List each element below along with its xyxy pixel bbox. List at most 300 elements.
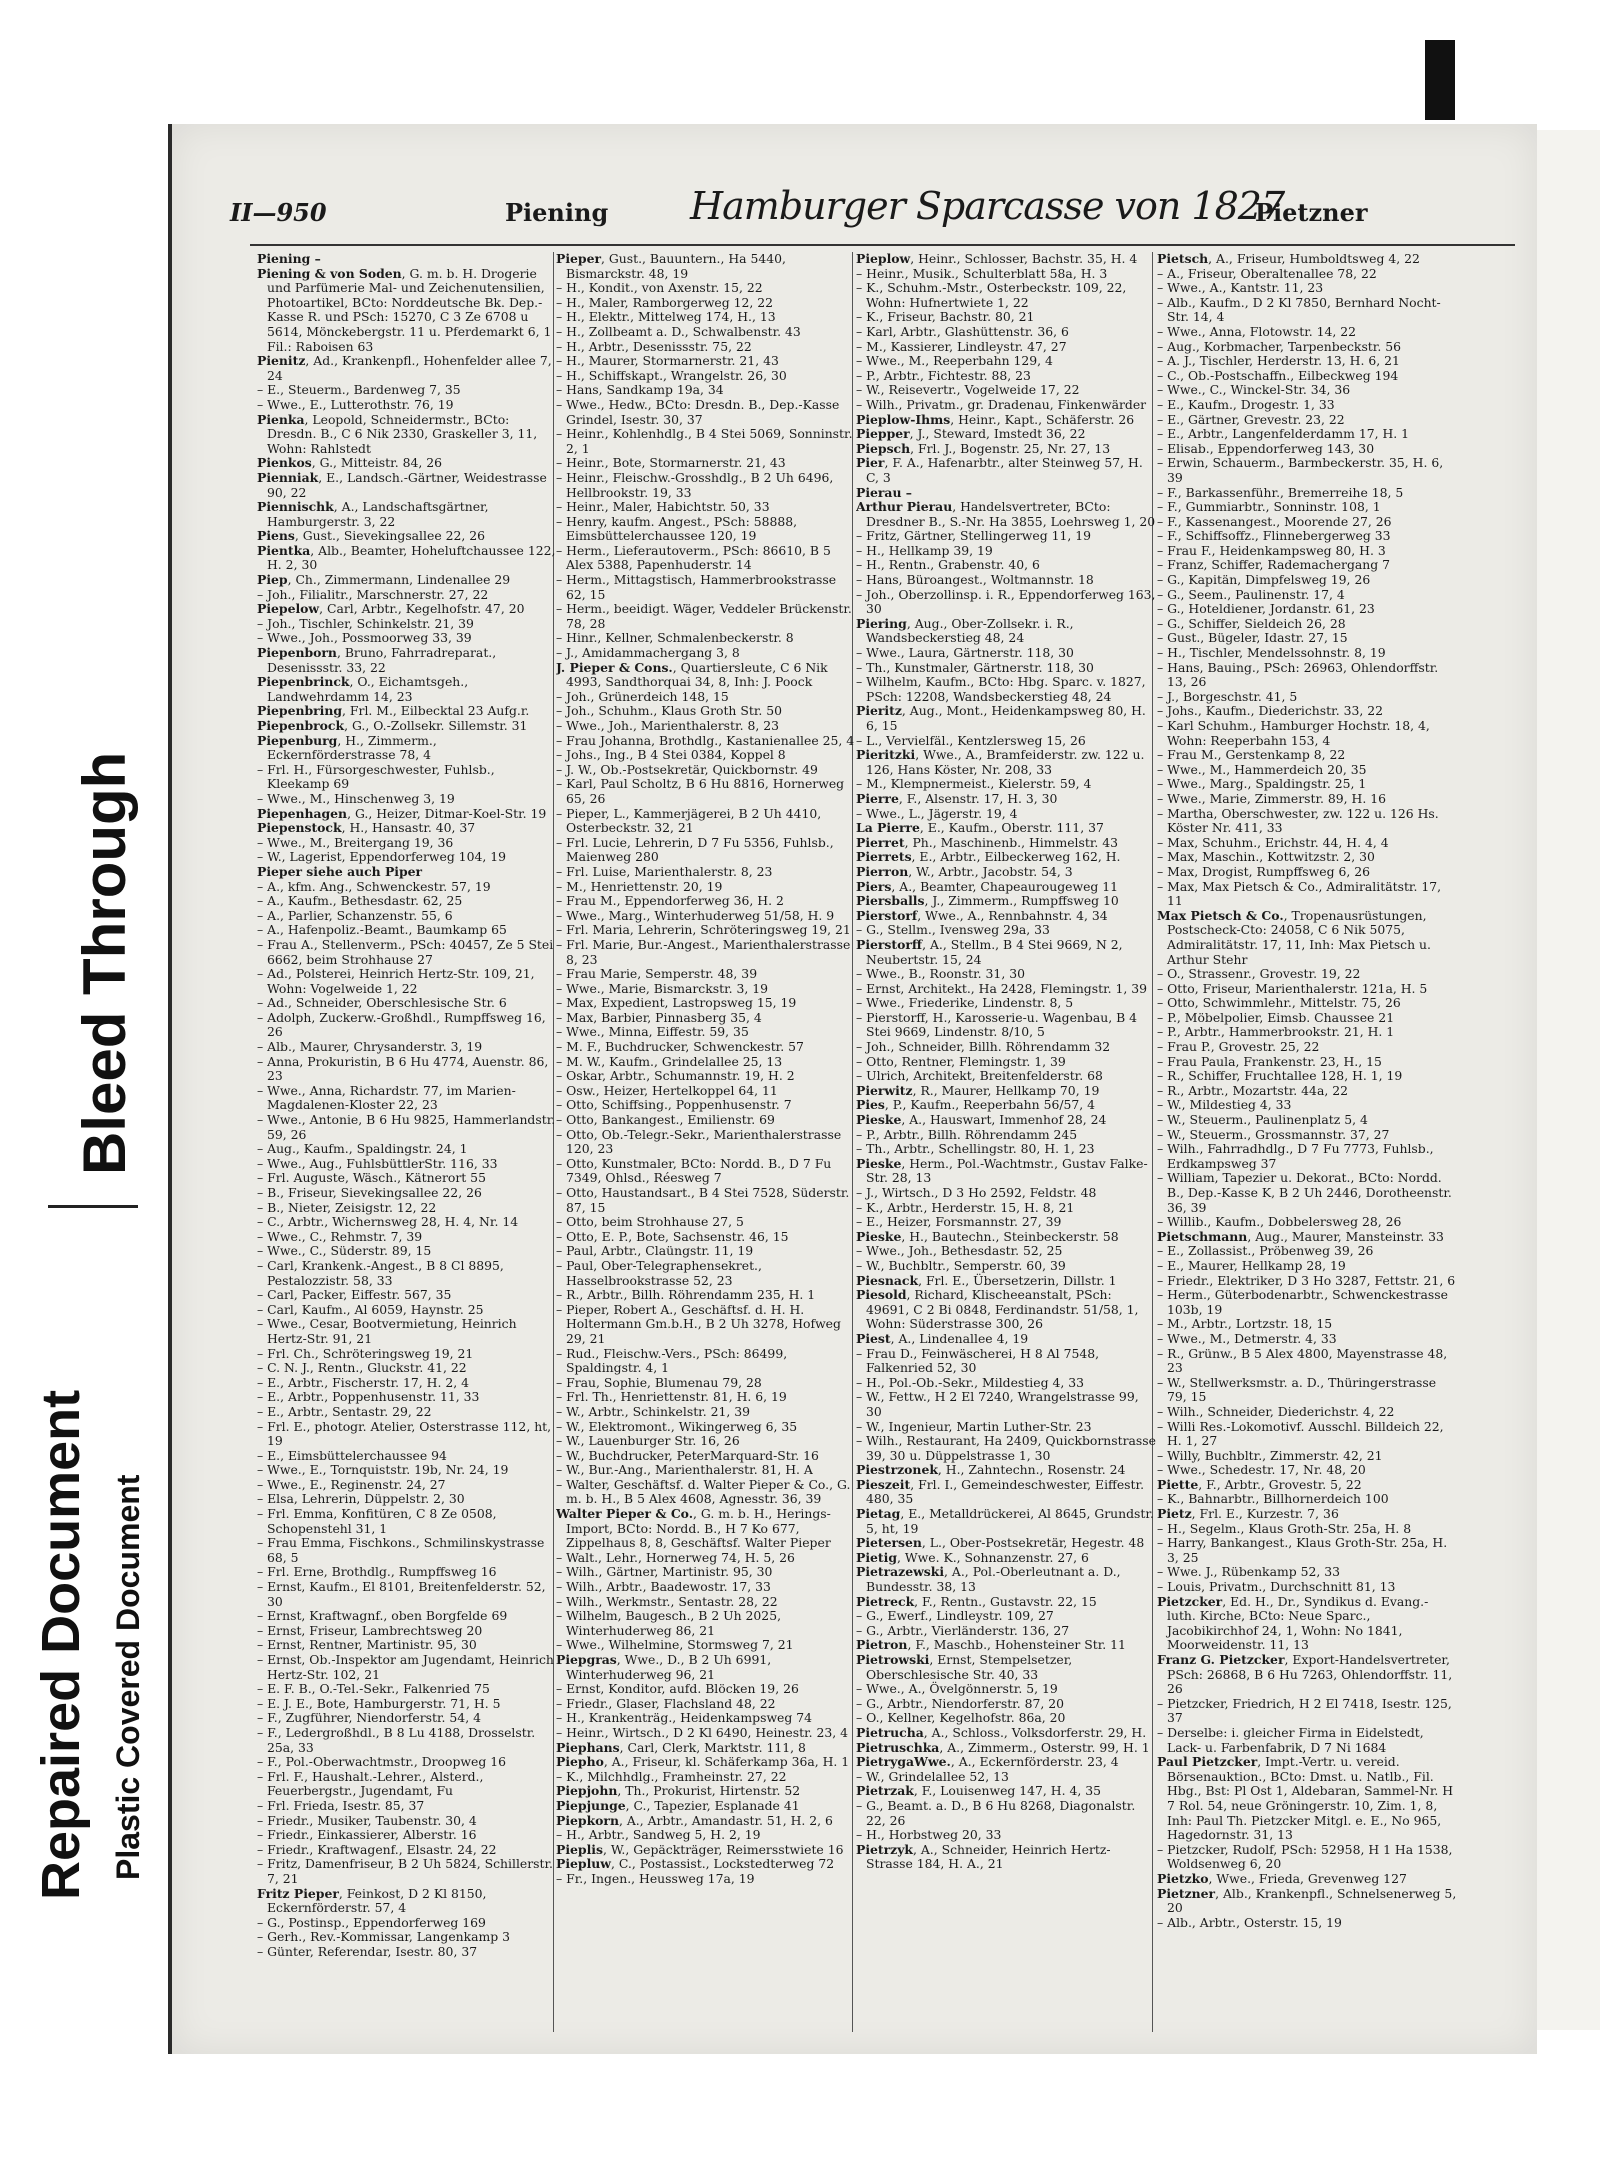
directory-entry: Pieske, A., Hauswart, Immenhof 28, 24 — [856, 1112, 1107, 1128]
directory-entry: – O., Kellner, Kegelhofstr. 86a, 20 — [856, 1710, 1066, 1726]
directory-entry: – Frl. F., Haushalt.-Lehrer., Alsterd., Feuerbergstr., Jugendamt, Fu — [257, 1768, 484, 1799]
directory-entry: – Wwe., C., Winckel-Str. 34, 36 — [1157, 382, 1351, 398]
directory-entry: – Wwe., Joh., Possmoorweg 33, 39 — [257, 630, 472, 646]
directory-entry: – Ernst, Architekt., Ha 2428, Flemingstr. 1, 39 — [856, 980, 1148, 996]
directory-entry: – H., Tischler, Mendelssohnstr. 8, 19 — [1157, 645, 1386, 661]
directory-entry: – L., Vervielfäl., Kentzlersweg 15, 26 — [856, 732, 1086, 748]
directory-entry: – Frl. Erne, Brothdlg., Rumpffsweg 16 — [257, 1564, 497, 1580]
directory-entry: – Frl. Ch., Schröteringsweg 19, 21 — [257, 1345, 474, 1361]
directory-entry: – O., Strassenr., Grovestr. 19, 22 — [1157, 966, 1361, 982]
directory-entry: Piepjunge, C., Tapezier, Esplanade 41 — [556, 1797, 800, 1813]
page-number: II—950 — [230, 198, 327, 227]
directory-entry: Franz G. Pietzcker, Export-Handelsvertreter, PSch: 26868, B 6 Hu 7263, Ohlendorffstr. 11, 26 — [1157, 1652, 1453, 1697]
directory-entry: – Wwe., Marg., Spaldingstr. 25, 1 — [1157, 776, 1367, 792]
directory-entry: – Heinr., Wirtsch., D 2 Kl 6490, Heinestr. 23, 4 — [556, 1724, 849, 1740]
directory-entry: – Johs., Kaufm., Diederichstr. 33, 22 — [1157, 703, 1383, 719]
directory-entry: – Wilh., Schneider, Diederichstr. 4, 22 — [1157, 1403, 1395, 1419]
directory-entry: – Frl. Maria, Lehrerin, Schröteringsweg 19, 21 — [556, 922, 851, 938]
directory-entry: – Wwe., M., Reeperbahn 129, 4 — [856, 353, 1053, 369]
directory-entry: – Paul, Arbtr., Claüngstr. 11, 19 — [556, 1243, 754, 1259]
directory-entry: – Otto, Schwimmlehr., Mittelstr. 75, 26 — [1157, 995, 1401, 1011]
directory-entry: – W., Buchbltr., Semperstr. 60, 39 — [856, 1257, 1066, 1273]
directory-entry: Pieritzki, Wwe., A., Bramfeiderstr. zw. 122 u. 126, Hans Köster, Nr. 208, 33 — [856, 747, 1145, 777]
directory-entry: – F., Ledergroßhdl., B 8 Lu 4188, Drosselstr. 25a, 33 — [257, 1724, 536, 1755]
directory-entry: – K., Bahnarbtr., Billhornerdeich 100 — [1157, 1491, 1389, 1507]
directory-entry: – Pieper, Robert A., Geschäftsf. d. H. H. Holtermann Gm.b.H., B 2 Uh 3278, Hofweg 29, 21 — [556, 1301, 841, 1346]
directory-entry: – Derselbe: i. gleicher Firma in Eidelstedt, Lack- u. Farbenfabrik, D 7 Ni 1684 — [1157, 1724, 1424, 1755]
directory-entry: – W., Ingenieur, Martin Luther-Str. 23 — [856, 1418, 1092, 1434]
directory-entry: – Henry, kaufm. Angest., PSch: 58888, Eimsbüttelerchaussee 120, 19 — [556, 513, 798, 544]
directory-entry: – E., Arbtr., Fischerstr. 17, H. 2, 4 — [257, 1374, 469, 1390]
directory-entry: – Wwe., Hedw., BCto: Dresdn. B., Dep.-Kasse Grindel, Isestr. 30, 37 — [556, 396, 840, 427]
directory-entry: – Frau Johanna, Brothdlg., Kastanienallee 25, 4 — [556, 732, 855, 748]
directory-entry: – Friedr., Elektriker, D 3 Ho 3287, Fettstr. 21, 6 — [1157, 1272, 1456, 1288]
directory-entry: Pieszeit, Frl. I., Gemeindeschwester, Eiffestr. 480, 35 — [856, 1476, 1145, 1507]
header-rule — [250, 244, 1515, 246]
directory-entry: Piette, F., Arbtr., Grovestr. 5, 22 — [1157, 1476, 1362, 1492]
directory-entry: – K., Friseur, Bachstr. 80, 21 — [856, 309, 1035, 325]
directory-entry: – Herm., Güterbodenarbtr., Schwenckestrasse 103b, 19 — [1157, 1287, 1448, 1317]
directory-entry: – Fr., Ingen., Heussweg 17a, 19 — [556, 1870, 755, 1886]
directory-entry: – Gust., Bügeler, Idastr. 27, 15 — [1157, 630, 1348, 646]
directory-entry: – H., Elektr., Mittelweg 174, H., 13 — [556, 309, 776, 325]
directory-entry: Pierstorf, Wwe., A., Rennbahnstr. 4, 34 — [856, 907, 1108, 923]
directory-entry: – E., Arbtr., Sentastr. 29, 22 — [257, 1403, 432, 1419]
directory-entry: – Louis, Privatm., Durchschnitt 81, 13 — [1157, 1579, 1396, 1595]
directory-entry: – Elsa, Lehrerin, Düppelstr. 2, 30 — [257, 1491, 465, 1507]
directory-entry: Piepenborn, Bruno, Fahrradreparat., Desenissstr. 33, 22 — [257, 645, 497, 675]
directory-entry: – F., Zugführer, Niendorferstr. 54, 4 — [257, 1710, 481, 1726]
directory-entry: – E., Kaufm., Drogestr. 1, 33 — [1157, 396, 1335, 412]
directory-entry: – Max, Barbier, Pinnasberg 35, 4 — [556, 1009, 762, 1025]
directory-entry: – Wwe., Laura, Gärtnerstr. 118, 30 — [856, 645, 1074, 661]
directory-entry: – Willy, Buchbltr., Zimmerstr. 42, 21 — [1157, 1447, 1383, 1463]
directory-entry: – H., Arbtr., Desenissstr. 75, 22 — [556, 338, 752, 354]
directory-entry: – R., Arbtr., Mozartstr. 44a, 22 — [1157, 1082, 1348, 1098]
directory-entry: Pietzcker, Ed. H., Dr., Syndikus d. Evang.-luth. Kirche, BCto: Neue Sparc., Jacobikirchhof 24, 1, Wohn: No 1841, Moorweidenstr. 11, 13 — [1157, 1593, 1429, 1653]
directory-entry: – Wilh., Arbtr., Baadewostr. 17, 33 — [556, 1579, 771, 1595]
directory-entry: Pieper siehe auch Piper — [257, 863, 423, 879]
directory-entry: – Ernst, Kraftwagnf., oben Borgfelde 69 — [257, 1608, 508, 1624]
directory-entry: J. Pieper & Cons., Quartiersleute, C 6 Nik 4993, Sandthorquai 34, 8, Inh: J. Poock — [556, 659, 828, 690]
directory-entry: – Otto, Kunstmaler, BCto: Nordd. B., D 7 Fu 7349, Ohlsd., Réesweg 7 — [556, 1155, 832, 1186]
directory-entry: Pietschmann, Aug., Maurer, Mansteinstr. 33 — [1157, 1228, 1444, 1244]
directory-entry: Piering, Aug., Ober-Zollsekr. i. R., Wandsbeckerstieg 48, 24 — [856, 615, 1074, 646]
directory-entry: – H., Arbtr., Sandweg 5, H. 2, 19 — [556, 1827, 761, 1843]
directory-entry: – Otto, Haustandsart., B 4 Stei 7528, Süderstr. 87, 15 — [556, 1185, 850, 1215]
directory-entry: Pieplis, W., Gepäckträger, Reimersstwiete 16 — [556, 1841, 844, 1857]
directory-entry: – Carl, Krankenk.-Angest., B 8 Cl 8895, Pestalozzistr. 58, 33 — [257, 1257, 504, 1288]
directory-entry: – Walt., Lehr., Hornerweg 74, H. 5, 26 — [556, 1549, 795, 1565]
directory-entry: – Ulrich, Architekt, Breitenfelderstr. 68 — [856, 1068, 1103, 1084]
directory-entry: Pierron, W., Arbtr., Jacobstr. 54, 3 — [856, 863, 1073, 879]
directory-entry: – Hans, Sandkamp 19a, 34 — [556, 382, 724, 398]
directory-entry: – G., Schiffer, Sieldeich 26, 28 — [1157, 615, 1346, 631]
directory-entry: – Herm., Lieferautoverm., PSch: 86610, B 5 Alex 5388, Papenhuderstr. 14 — [556, 542, 831, 573]
directory-entry: – Wwe., Schedestr. 17, Nr. 48, 20 — [1157, 1462, 1366, 1478]
directory-entry: – J., Borgeschstr. 41, 5 — [1157, 688, 1298, 704]
directory-entry: – G., Kapitän, Dimpfelsweg 19, 26 — [1157, 572, 1371, 588]
directory-entry: Pieske, H., Bautechn., Steinbeckerstr. 58 — [856, 1228, 1119, 1244]
directory-entry: – K., Arbtr., Herderstr. 15, H. 8, 21 — [856, 1199, 1075, 1215]
directory-entry: – Friedr., Musiker, Taubenstr. 30, 4 — [257, 1812, 477, 1828]
directory-entry: Piepkorn, A., Arbtr., Amandastr. 51, H. 2, 6 — [556, 1812, 833, 1828]
directory-entry: Pietag, E., Metalldrückerei, Al 8645, Grundstr. 5, ht, 19 — [856, 1506, 1154, 1536]
directory-entry: – K., Schuhm.-Mstr., Osterbeckstr. 109, 22, Wohn: Hufnertwiete 1, 22 — [856, 280, 1127, 310]
directory-entry: – P., Arbtr., Fichtestr. 88, 23 — [856, 367, 1031, 383]
directory-entry: – Max, Max Pietsch & Co., Admiralitätstr. 17, 11 — [1157, 878, 1442, 909]
directory-entry: – J., Wirtsch., D 3 Ho 2592, Feldstr. 48 — [856, 1185, 1097, 1200]
directory-entry: – Wwe., Joh., Bethesdastr. 52, 25 — [856, 1243, 1063, 1259]
directory-entry: – Ernst, Kaufm., El 8101, Breitenfelderstr. 52, 30 — [257, 1579, 546, 1609]
directory-entry: – Joh., Filialitr., Marschnerstr. 27, 22 — [257, 586, 489, 602]
directory-entry: – Wwe., E., Reginenstr. 24, 27 — [257, 1476, 446, 1492]
directory-entry: Pietz, Frl. E., Kurzestr. 7, 36 — [1157, 1506, 1339, 1522]
directory-entry: – Karl, Arbtr., Glashüttenstr. 36, 6 — [856, 323, 1069, 339]
directory-entry: – Aug., Kaufm., Spaldingstr. 24, 1 — [257, 1141, 468, 1157]
directory-entry: – Max, Expedient, Lastropsweg 15, 19 — [556, 995, 797, 1011]
label-repaired-document: Repaired Document — [31, 1389, 91, 1900]
directory-entry: – Günter, Referendar, Isestr. 80, 37 — [257, 1943, 478, 1959]
directory-entry: – Wwe., Aug., FuhlsbüttlerStr. 116, 33 — [257, 1155, 498, 1171]
directory-entry: Pietrucha, A., Schloss., Volksdorferstr. 29, H. — [856, 1724, 1147, 1740]
directory-entry: – B., Nieter, Zeisigstr. 12, 22 — [257, 1199, 437, 1215]
directory-entry: – Wwe., Antonie, B 6 Hu 9825, Hammerlandstr. 59, 26 — [257, 1112, 556, 1142]
directory-entry: – Heinr., Maler, Habichtstr. 50, 33 — [556, 499, 770, 515]
directory-entry: – Wwe., A., Kantstr. 11, 23 — [1157, 280, 1324, 296]
directory-entry: – Frl. Frieda, Isestr. 85, 37 — [257, 1797, 425, 1813]
directory-entry: – Heinr., Bote, Stormarnerstr. 21, 43 — [556, 455, 786, 471]
directory-entry: – P., Arbtr., Billh. Röhrendamm 245 — [856, 1126, 1078, 1142]
directory-entry: Piening – — [257, 252, 321, 266]
directory-entry: – W., Buchdrucker, PeterMarquard-Str. 16 — [556, 1447, 819, 1463]
directory-entry: – W., Lauenburger Str. 16, 26 — [556, 1433, 740, 1449]
directory-entry: – Frau, Sophie, Blumenau 79, 28 — [556, 1374, 762, 1390]
directory-entry: Piersballs, J., Zimmerm., Rumpffsweg 10 — [856, 893, 1119, 909]
directory-entry: Piens, Gust., Sievekingsallee 22, 26 — [257, 528, 486, 544]
directory-entry: – A., Parlier, Schanzenstr. 55, 6 — [257, 907, 453, 923]
directory-entry: Pieper, Gust., Bauuntern., Ha 5440, Bismarckstr. 48, 19 — [556, 252, 786, 281]
directory-entry: – Pierstorff, H., Karosserie-u. Wagenbau, B 4 Stei 9669, Lindenstr. 8/10, 5 — [856, 1009, 1138, 1040]
directory-entry: – M., Kassierer, Lindleystr. 47, 27 — [856, 338, 1067, 354]
directory-entry: – Wwe., Anna, Flotowstr. 14, 22 — [1157, 323, 1357, 339]
directory-entry: – Otto, Ob.-Telegr.-Sekr., Marienthalerstrasse 120, 23 — [556, 1126, 842, 1157]
directory-entry: – Wwe., Anna, Richardstr. 77, im Marien-Magdalenen-Kloster 22, 23 — [257, 1082, 516, 1113]
directory-entry: – A., Friseur, Oberaltenallee 78, 22 — [1157, 265, 1377, 281]
directory-entry: – H., Horbstweg 20, 33 — [856, 1827, 1002, 1843]
directory-entry: Pierstorff, A., Stellm., B 4 Stei 9669, N 2, Neubertstr. 15, 24 — [856, 936, 1123, 967]
directory-entry: – P., Arbtr., Hammerbrookstr. 21, H. 1 — [1157, 1024, 1395, 1040]
directory-entry: – Ernst, Ob.-Inspektor am Jugendamt, Heinrich Hertz-Str. 102, 21 — [257, 1652, 554, 1682]
directory-entry: – J. W., Ob.-Postsekretär, Quickbornstr. 49 — [556, 761, 818, 777]
directory-entry: – Joh., Oberzollinsp. i. R., Eppendorferweg 163, 30 — [856, 586, 1156, 617]
directory-entry: Paul Pietzcker, Impt.-Vertr. u. vereid. Börsenauktion., BCto: Dmst. u. Natlb., Fil. Hbg., Bst: Pl Ost 1, Aldebaran, Sammel-Nr. H 7 Rol. 54, neue Gröningerstr. 10, Zim. 1, 8, Inh: Paul Th. Pietzcker Mitgl. e. E., No 965, Hagedornstr. 31, 13 — [1157, 1754, 1454, 1843]
directory-entry: – H., Zollbeamt a. D., Schwalbenstr. 43 — [556, 323, 801, 339]
directory-entry: – Paul, Ober-Telegraphensekret., Hasselbrookstrasse 52, 23 — [556, 1257, 762, 1288]
directory-entry: – R., Grünw., B 5 Alex 4800, Mayenstrasse 48, 23 — [1157, 1345, 1448, 1376]
directory-entry: – Hans, Büroangest., Woltmannstr. 18 — [856, 572, 1094, 588]
directory-entry: Pieplow, Heinr., Schlosser, Bachstr. 35, H. 4 — [856, 252, 1138, 266]
directory-entry: – Fritz, Gärtner, Stellingerweg 11, 19 — [856, 528, 1092, 544]
directory-entry: – Alb., Maurer, Chrysanderstr. 3, 19 — [257, 1039, 483, 1055]
directory-entry: – Wwe., Marg., Winterhuderweg 51/58, H. 9 — [556, 907, 835, 923]
directory-entry: – J., Amidammachergang 3, 8 — [556, 645, 740, 661]
directory-entry: Pieplow-Ihms, Heinr., Kapt., Schäferstr. 26 — [856, 411, 1135, 427]
directory-entry: – Wwe., Marie, Zimmerstr. 89, H. 16 — [1157, 790, 1386, 806]
directory-entry: – W., Fettw., H 2 El 7240, Wrangelstrasse 99, 30 — [856, 1389, 1139, 1419]
directory-entry: Pietzko, Wwe., Frieda, Grevenweg 127 — [1157, 1870, 1407, 1886]
directory-entry: – W., Arbtr., Schinkelstr. 21, 39 — [556, 1403, 751, 1419]
directory-entry: Piepenstock, H., Hansastr. 40, 37 — [257, 820, 476, 836]
directory-entry: – Ernst, Rentner, Martinistr. 95, 30 — [257, 1637, 477, 1653]
directory-entry: – Wwe., M., Breitergang 19, 36 — [257, 834, 454, 850]
directory-entry: – Martha, Oberschwester, zw. 122 u. 126 Hs. Köster Nr. 411, 33 — [1157, 805, 1439, 836]
directory-entry: – E., Arbtr., Poppenhusenstr. 11, 33 — [257, 1389, 480, 1405]
directory-entry: – A., Hafenpoliz.-Beamt., Baumkamp 65 — [257, 922, 507, 938]
directory-entry: – R., Schiffer, Fruchtallee 128, H. 1, 19 — [1157, 1068, 1403, 1084]
directory-entry: – Frl. Lucie, Lehrerin, D 7 Fu 5356, Fuhlsb., Maienweg 280 — [556, 834, 834, 865]
directory-entry: – W., Bur.-Ang., Marienthalerstr. 81, H. A — [556, 1462, 813, 1478]
directory-entry: – Herm., Mittagstisch, Hammerbrookstrasse 62, 15 — [556, 572, 837, 602]
directory-entry: – Frau P., Grovestr. 25, 22 — [1157, 1039, 1320, 1055]
header-title: Hamburger Sparcasse von 1827 — [690, 184, 1285, 228]
directory-entry: – Otto, Schiffsing., Poppenhusenstr. 7 — [556, 1097, 792, 1113]
directory-entry: – Wwe. J., Rübenkamp 52, 33 — [1157, 1564, 1340, 1580]
directory-entry: Max Pietsch & Co., Tropenausrüstungen, Postscheck-Cto: 24058, C 6 Nik 5075, Admiralitätstr. 17, 11, Inh: Max Pietsch u. Arthur Stehr — [1157, 907, 1431, 967]
directory-entry: – Frau M., Gerstenkamp 8, 22 — [1157, 747, 1346, 763]
directory-column-3 — [856, 252, 1156, 2032]
directory-entry: Pietreck, F., Rentn., Gustavstr. 22, 15 — [856, 1593, 1097, 1609]
directory-entry: – Wwe., Wilhelmine, Stormsweg 7, 21 — [556, 1637, 794, 1653]
directory-entry: Piepjohn, Th., Prokurist, Hirtenstr. 52 — [556, 1783, 801, 1799]
directory-entry: – Wwe., L., Jägerstr. 19, 4 — [856, 805, 1018, 821]
directory-entry: Piesold, Richard, Klischeeanstalt, PSch: 49691, C 2 Bi 0848, Ferdinandstr. 51/58, 1, Wohn: Süderstrasse 300, 26 — [856, 1287, 1139, 1332]
directory-entry: – W., Grindelallee 52, 13 — [856, 1768, 1009, 1784]
label-divider — [48, 1205, 138, 1208]
directory-entry: – Johs., Ing., B 4 Stei 0384, Koppel 8 — [556, 747, 786, 763]
directory-entry: – Friedr., Glaser, Flachsland 48, 22 — [556, 1695, 776, 1711]
directory-entry: Piestrzonek, H., Zahntechn., Rosenstr. 24 — [856, 1462, 1126, 1478]
directory-entry: – E., Arbtr., Langenfelderdamm 17, H. 1 — [1157, 426, 1410, 442]
directory-entry: – Herm., beeidigt. Wäger, Veddeler Brückenstr. 78, 28 — [556, 601, 852, 631]
directory-entry: – Carl, Kaufm., Al 6059, Haynstr. 25 — [257, 1301, 484, 1317]
directory-entry: – Wwe., Minna, Eiffestr. 59, 35 — [556, 1024, 749, 1040]
directory-entry: – Carl, Packer, Eiffestr. 567, 35 — [257, 1287, 452, 1303]
directory-entry: – G., Arbtr., Vierländerstr. 136, 27 — [856, 1622, 1070, 1638]
directory-entry: – Otto, E. P., Bote, Sachsenstr. 46, 15 — [556, 1228, 789, 1244]
directory-entry: – G., Hoteldiener, Jordanstr. 61, 23 — [1157, 601, 1375, 617]
directory-entry: Piep, Ch., Zimmermann, Lindenallee 29 — [257, 572, 511, 588]
directory-entry: – Pietzcker, Rudolf, PSch: 52958, H 1 Ha 1538, Woldsenweg 6, 20 — [1157, 1841, 1453, 1872]
directory-entry: – Wilh., Restaurant, Ha 2409, Quickbornstrasse 39, 30 u. Düppelstrasse 1, 30 — [856, 1433, 1156, 1463]
directory-entry: – Otto, Bankangest., Emilienstr. 69 — [556, 1112, 775, 1128]
directory-entry: – Joh., Schuhm., Klaus Groth Str. 50 — [556, 703, 783, 719]
directory-entry: Piepenhagen, G., Heizer, Ditmar-Koel-Str. 19 — [257, 805, 547, 821]
directory-entry: – Wwe., C., Rehmstr. 7, 39 — [257, 1228, 423, 1244]
directory-entry: – W., Steuerm., Grossmannstr. 37, 27 — [1157, 1126, 1390, 1142]
directory-entry: Piepsch, Frl. J., Bogenstr. 25, Nr. 27, 13 — [856, 440, 1111, 456]
directory-entry: – Wilh., Gärtner, Martinistr. 95, 30 — [556, 1564, 773, 1580]
directory-entry: Pierret, Ph., Maschinenb., Himmelstr. 43 — [856, 834, 1119, 850]
directory-entry: Arthur Pierau, Handelsvertreter, BCto: Dresdner B., S.-Nr. Ha 3855, Loehrsweg 1, 20 — [856, 499, 1156, 529]
directory-entry: Pienkos, G., Mitteistr. 84, 26 — [257, 455, 442, 471]
directory-entry: Pietrzak, F., Louisenweg 147, H. 4, 35 — [856, 1783, 1102, 1799]
directory-entry: – H., Schiffskapt., Wrangelstr. 26, 30 — [556, 367, 787, 383]
directory-entry: – M., Arbtr., Lortzstr. 18, 15 — [1157, 1316, 1333, 1332]
directory-entry: – William, Tapezier u. Dekorat., BCto: Nordd. B., Dep.-Kasse K, B 2 Uh 2446, Dorotheenstr. 36, 39 — [1157, 1170, 1452, 1215]
directory-entry: – H., Hellkamp 39, 19 — [856, 542, 993, 558]
directory-entry: Pietig, Wwe. K., Sohnanzenstr. 27, 6 — [856, 1549, 1089, 1565]
directory-entry: Piers, A., Beamter, Chapeaurougeweg 11 — [856, 878, 1119, 894]
directory-entry: – H., Kondit., von Axenstr. 15, 22 — [556, 280, 763, 296]
directory-entry: – Otto, Rentner, Flemingstr. 1, 39 — [856, 1053, 1066, 1069]
directory-entry: – Wilh., Werkmstr., Sentastr. 28, 22 — [556, 1593, 778, 1609]
directory-entry: – H., Maurer, Stormarnerstr. 21, 43 — [556, 353, 779, 369]
directory-entry: – Frl. Auguste, Wäsch., Kätnerort 55 — [257, 1170, 486, 1186]
directory-entry: – Alb., Kaufm., D 2 Kl 7850, Bernhard Nocht-Str. 14, 4 — [1157, 294, 1441, 325]
directory-entry: – Wilhelm, Kaufm., BCto: Hbg. Sparc. v. 1827, PSch: 12208, Wandsbeckerstieg 48, 24 — [856, 674, 1146, 704]
directory-entry: – R., Arbtr., Billh. Röhrendamm 235, H. 1 — [556, 1287, 816, 1303]
directory-entry: – Frau A., Stellenverm., PSch: 40457, Ze 5 Stei 6662, beim Strohhause 27 — [257, 936, 554, 967]
directory-entry: – E., Maurer, Hellkamp 28, 19 — [1157, 1257, 1346, 1273]
directory-entry: – Aug., Korbmacher, Tarpenbeckstr. 56 — [1157, 338, 1401, 354]
directory-entry: – Heinr., Musik., Schulterblatt 58a, H. 3 — [856, 265, 1108, 281]
right-keyword: Pietzner — [1255, 198, 1368, 227]
directory-entry: – Wwe., A., Övelgönnerstr. 5, 19 — [856, 1681, 1058, 1697]
directory-entry: – Friedr., Kraftwagenf., Elsastr. 24, 22 — [257, 1841, 497, 1857]
directory-entry: – Elisab., Eppendorferweg 143, 30 — [1157, 440, 1375, 456]
directory-entry: – Friedr., Einkassierer, Alberstr. 16 — [257, 1827, 477, 1843]
directory-entry: – Willi Res.-Lokomotivf. Ausschl. Billdeich 22, H. 1, 27 — [1157, 1418, 1444, 1449]
directory-entry: – G., Beamt. a. D., B 6 Hu 8268, Diagonalstr. 22, 26 — [856, 1797, 1136, 1828]
directory-entry: – Joh., Tischler, Schinkelstr. 21, 39 — [257, 615, 474, 631]
directory-entry: Pietzner, Alb., Krankenpfl., Schnelsenerweg 5, 20 — [1157, 1885, 1457, 1916]
directory-entry: – Wwe., M., Hinschenweg 3, 19 — [257, 790, 455, 806]
directory-entry: Piepenbring, Frl. M., Eilbecktal 23 Aufg.r. — [257, 703, 530, 719]
directory-entry: Pierrets, E., Arbtr., Eilbeckerweg 162, H. — [856, 849, 1121, 865]
directory-entry: – H., Segelm., Klaus Groth-Str. 25a, H. 8 — [1157, 1520, 1412, 1536]
directory-entry: – Wilh., Fahrradhdlg., D 7 Fu 7773, Fuhlsb., Erdkampsweg 37 — [1157, 1141, 1434, 1171]
directory-entry: – Frl. Th., Henriettenstr. 81, H. 6, 19 — [556, 1389, 787, 1405]
directory-entry: – W., Reisevertr., Vogelweide 17, 22 — [856, 382, 1080, 398]
directory-entry: – F., Kassenangest., Moorende 27, 26 — [1157, 513, 1392, 529]
directory-entry: – Ernst, Friseur, Lambrechtsweg 20 — [257, 1622, 483, 1638]
directory-entry: – Otto, Friseur, Marienthalerstr. 121a, H. 5 — [1157, 980, 1428, 996]
directory-entry: Piennischk, A., Landschaftsgärtner, Hamburgerstr. 3, 22 — [257, 499, 489, 529]
directory-entry: – Willib., Kaufm., Dobbelersweg 28, 26 — [1157, 1214, 1402, 1230]
directory-entry: Piepho, A., Friseur, kl. Schäferkamp 36a, H. 1 — [556, 1754, 850, 1770]
directory-entry: Pierwitz, R., Maurer, Hellkamp 70, 19 — [856, 1082, 1100, 1098]
directory-entry: Pierau – — [856, 484, 912, 500]
directory-entry: Piepper, J., Steward, Imstedt 36, 22 — [856, 426, 1086, 442]
directory-entry: – Joh., Grünerdeich 148, 15 — [556, 688, 729, 704]
directory-entry: – K., Milchhdlg., Framheinstr. 27, 22 — [556, 1768, 787, 1784]
directory-entry: Pietruschka, A., Zimmerm., Osterstr. 99, H. 1 — [856, 1739, 1150, 1755]
directory-entry: Piepelow, Carl, Arbtr., Kegelhofstr. 47, 20 — [257, 601, 525, 617]
directory-entry: Piest, A., Lindenallee 4, 19 — [856, 1330, 1029, 1346]
directory-entry: – Osw., Heizer, Hertelkoppel 64, 11 — [556, 1082, 778, 1098]
directory-entry: – Karl Schuhm., Hamburger Hochstr. 18, 4, Wohn: Reeperbahn 153, 4 — [1157, 718, 1430, 748]
directory-entry: – Heinr., Fleischw.-Grosshdlg., B 2 Uh 6496, Hellbrookstr. 19, 33 — [556, 469, 834, 500]
directory-entry: – H., Maler, Ramborgerweg 12, 22 — [556, 294, 774, 310]
directory-entry: Pietersen, L., Ober-Postsekretär, Hegestr. 48 — [856, 1535, 1145, 1551]
directory-entry: Piening & von Soden, G. m. b. H. Drogerie und Parfümerie Mal- und Zeichenutensilien, Photoartikel, BCto: Norddeutsche Bk. Dep.-Kasse R. und PSch: 15270, C 3 Ze 6708 u 5614, Mönckebergstr. 11 u. Pferdemarkt 6, 1 Fil.: Raboisen 63 — [257, 265, 552, 354]
directory-entry: – Th., Arbtr., Schellingstr. 80, H. 1, 23 — [856, 1141, 1095, 1157]
directory-entry: – A., Kaufm., Bethesdastr. 62, 25 — [257, 893, 463, 909]
directory-entry: Pietrzyk, A., Schneider, Heinrich Hertz-Strasse 184, H. A., 21 — [856, 1841, 1111, 1872]
directory-entry: – Alb., Arbtr., Osterstr. 15, 19 — [1157, 1914, 1342, 1930]
directory-entry: – F., Gummiarbtr., Sonninstr. 108, 1 — [1157, 499, 1381, 515]
left-keyword: Piening — [505, 198, 609, 227]
directory-entry: – G., Arbtr., Niendorferstr. 87, 20 — [856, 1695, 1065, 1711]
directory-entry: – E., Heizer, Forsmannstr. 27, 39 — [856, 1214, 1062, 1230]
directory-entry: Piepgras, Wwe., D., B 2 Uh 6991, Winterhuderweg 96, 21 — [556, 1652, 772, 1682]
directory-entry: – Frau D., Feinwäscherei, H 8 Al 7548, Falkenried 52, 30 — [856, 1345, 1100, 1376]
directory-entry: – F., Schiffsoffz., Flinnebergerweg 33 — [1157, 528, 1391, 544]
directory-entry: Pienitz, Ad., Krankenpfl., Hohenfelder allee 7, 24 — [257, 353, 552, 383]
directory-entry: – M. F., Buchdrucker, Schwenckestr. 57 — [556, 1039, 804, 1055]
directory-entry: – G., Seem., Paulinenstr. 17, 4 — [1157, 586, 1345, 602]
directory-entry: – Frl. H., Fürsorgeschwester, Fuhlsb., Kleekamp 69 — [257, 761, 495, 792]
directory-entry: – Frl. E., photogr. Atelier, Osterstrasse 112, ht, 19 — [257, 1418, 552, 1449]
directory-entry: – Max, Maschin., Kottwitzstr. 2, 30 — [1157, 849, 1375, 865]
directory-entry: – G., Ewerf., Lindleystr. 109, 27 — [856, 1608, 1054, 1624]
directory-entry: – Frl. Emma, Konfitüren, C 8 Ze 0508, Schopenstehl 31, 1 — [257, 1506, 497, 1536]
directory-entry: Piephans, Carl, Clerk, Marktstr. 111, 8 — [556, 1739, 806, 1755]
directory-entry: – Max, Drogist, Rumpffsweg 6, 26 — [1157, 863, 1370, 879]
directory-entry: Piepenburg, H., Zimmerm., Eckernförderstrasse 78, 4 — [257, 732, 437, 763]
directory-entry: Piepenbrock, G., O.-Zollsekr. Sillemstr. 31 — [257, 718, 528, 733]
directory-entry: – Frl. Marie, Bur.-Angest., Marienthalerstrasse 8, 23 — [556, 936, 851, 967]
directory-entry: Pierre, F., Alsenstr. 17, H. 3, 30 — [856, 790, 1058, 806]
page-header — [230, 184, 1520, 232]
directory-entry: – Frau F., Heidenkampsweg 80, H. 3 — [1157, 542, 1386, 558]
directory-entry: – Ad., Polsterei, Heinrich Hertz-Str. 109, 21, Wohn: Vogelweide 1, 22 — [257, 966, 535, 996]
directory-entry: Pienka, Leopold, Schneidermstr., BCto: Dresdn. B., C 6 Nik 2330, Graskeller 3, 11, Wohn: Rahlstedt — [257, 411, 538, 456]
directory-entry: – Pieper, L., Kammerjägerei, B 2 Uh 4410, Osterbeckstr. 32, 21 — [556, 805, 822, 836]
directory-entry: – Frau Emma, Fischkons., Schmilinskystrasse 68, 5 — [257, 1535, 545, 1565]
directory-entry: – E., Steuerm., Bardenweg 7, 35 — [257, 382, 461, 398]
directory-entry: – Ad., Schneider, Oberschlesische Str. 6 — [257, 995, 507, 1011]
directory-entry: – Hans, Bauing., PSch: 26963, Ohlendorffstr. 13, 26 — [1157, 659, 1439, 690]
directory-entry: – Wwe., Friederike, Lindenstr. 8, 5 — [856, 995, 1074, 1011]
directory-column-4 — [1157, 252, 1457, 2032]
directory-entry: – Wilhelm, Baugesch., B 2 Uh 2025, Winterhuderweg 86, 21 — [556, 1608, 782, 1638]
directory-entry: – Fritz, Damenfriseur, B 2 Uh 5824, Schillerstr. 7, 21 — [257, 1856, 553, 1886]
directory-entry: Piesnack, Frl. E., Übersetzerin, Dillstr. 1 — [856, 1272, 1117, 1288]
directory-entry: – M., Henriettenstr. 20, 19 — [556, 878, 723, 894]
directory-entry: – H., Pol.-Ob.-Sekr., Mildestieg 4, 33 — [856, 1374, 1084, 1390]
directory-entry: – E., Gärtner, Grevestr. 23, 22 — [1157, 411, 1345, 427]
directory-column-2 — [556, 252, 856, 2032]
directory-entry: – Wwe., B., Roonstr. 31, 30 — [856, 966, 1025, 982]
directory-entry: – Wilh., Privatm., gr. Dradenau, Finkenwärder — [856, 396, 1147, 412]
directory-entry: – C., Arbtr., Wichernsweg 28, H. 4, Nr. 14 — [257, 1214, 519, 1230]
directory-entry: – Frau M., Eppendorferweg 36, H. 2 — [556, 893, 784, 909]
directory-entry: Piepenbrinck, O., Eichamtsgeh., Landwehrdamm 14, 23 — [257, 674, 469, 704]
directory-entry: – W., Mildestieg 4, 33 — [1157, 1097, 1292, 1113]
directory-entry: – M. W., Kaufm., Grindelallee 25, 13 — [556, 1053, 783, 1069]
directory-entry: – Wwe., Cesar, Bootvermietung, Heinrich Hertz-Str. 91, 21 — [257, 1316, 517, 1346]
directory-entry: – Adolph, Zuckerw.-Großhdl., Rumpffsweg 16, 26 — [257, 1009, 546, 1040]
directory-entry: – Wwe., M., Hammerdeich 20, 35 — [1157, 761, 1367, 777]
label-bleed-through: Bleed Through — [71, 751, 138, 1175]
directory-column-1 — [257, 252, 557, 2032]
directory-entry: – Anna, Prokuristin, B 6 Hu 4774, Auenstr. 86, 23 — [257, 1053, 549, 1084]
directory-entry: – Otto, beim Strohhause 27, 5 — [556, 1214, 744, 1230]
directory-entry: – A. J., Tischler, Herderstr. 13, H. 6, 21 — [1157, 353, 1400, 369]
label-plastic-covered: Plastic Covered Document — [110, 1474, 146, 1880]
